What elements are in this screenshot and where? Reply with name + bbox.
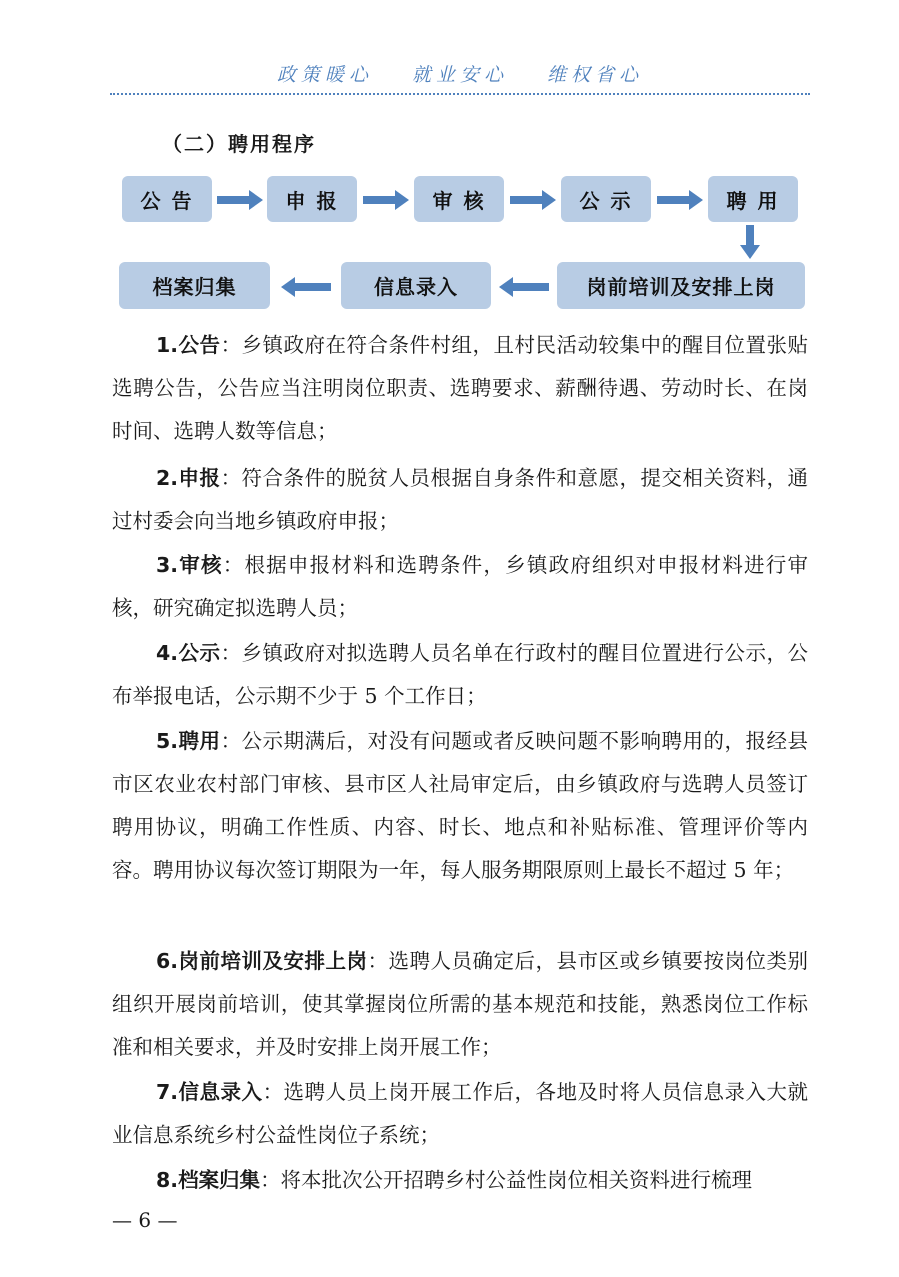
flow-step-apply: 申 报	[267, 176, 357, 222]
left-arrow-icon	[279, 276, 333, 298]
paragraph-3-lead: 审核	[178, 553, 223, 577]
right-arrow-icon	[655, 189, 705, 211]
header-slogan-1: 政策暖心	[276, 64, 373, 86]
paragraph-6-text: ：选聘人员确定后，县市区或乡镇要按岗位类别组织开展岗前培训，使其掌握岗位所需的基本规范和技能，熟悉岗位工作标准和相关要求，并及时安排上岗开展工作；	[112, 949, 809, 1059]
right-arrow-icon	[215, 189, 265, 211]
paragraph-1-number: 1.	[156, 333, 179, 357]
paragraph-2-text: ：符合条件的脱贫人员根据自身条件和意愿，提交相关资料，通过村委会向当地乡镇政府申报；	[112, 466, 809, 533]
right-arrow-icon	[508, 189, 558, 211]
paragraph-5-lead: 聘用	[178, 729, 221, 753]
header-divider	[110, 93, 810, 95]
flow-step-announce: 公 告	[122, 176, 212, 222]
paragraph-4-number: 4.	[156, 641, 179, 665]
paragraph-5	[112, 720, 808, 892]
paragraph-1-lead: 公告	[178, 333, 221, 357]
flow-step-archive: 档案归集	[119, 262, 270, 309]
paragraph-3	[112, 544, 808, 630]
paragraph-2-lead: 申报	[178, 466, 221, 490]
paragraph-1-text: ：乡镇政府在符合条件村组，且村民活动较集中的醒目位置张贴选聘公告，公告应当注明岗位职责、选聘要求、薪酬待遇、劳动时长、在岗时间、选聘人数等信息；	[112, 333, 809, 443]
paragraph-6-lead: 岗前培训及安排上岗	[178, 949, 368, 973]
paragraph-8	[112, 1159, 808, 1202]
left-arrow-icon	[497, 276, 551, 298]
paragraph-1	[112, 324, 808, 453]
paragraph-4-text: ：乡镇政府对拟选聘人员名单在行政村的醒目位置进行公示，公布举报电话，公示期不少于 5 个工作日；	[112, 641, 809, 708]
flow-step-info-entry: 信息录入	[341, 262, 491, 309]
flow-step-training: 岗前培训及安排上岗	[557, 262, 805, 309]
paragraph-3-text: ：根据申报材料和选聘条件，乡镇政府组织对申报材料进行审核，研究确定拟选聘人员；	[112, 553, 809, 620]
paragraph-8-text: ：将本批次公开招聘乡村公益性岗位相关资料进行梳理	[260, 1168, 753, 1192]
paragraph-3-number: 3.	[156, 553, 179, 577]
paragraph-7	[112, 1071, 808, 1157]
page-header	[110, 60, 810, 87]
page-number: — 6 —	[112, 1208, 178, 1232]
right-arrow-icon	[361, 189, 411, 211]
down-arrow-icon	[739, 224, 761, 260]
paragraph-2-number: 2.	[156, 466, 179, 490]
paragraph-8-number: 8.	[156, 1168, 179, 1192]
paragraph-2	[112, 457, 808, 543]
paragraph-5-number: 5.	[156, 729, 179, 753]
paragraph-8-lead: 档案归集	[178, 1168, 261, 1192]
flow-step-review: 审 核	[414, 176, 504, 222]
header-slogan-2: 就业安心	[411, 64, 508, 86]
paragraph-7-text: ：选聘人员上岗开展工作后，各地及时将人员信息录入大就业信息系统乡村公益性岗位子系统；	[112, 1080, 809, 1147]
paragraph-4	[112, 632, 808, 718]
paragraph-5-text: ：公示期满后，对没有问题或者反映问题不影响聘用的，报经县市区农业农村部门审核、县市区人社局审定后，由乡镇政府与选聘人员签订聘用协议，明确工作性质、内容、时长、地点和补贴标准、管理评价等内容。聘用协议每次签订期限为一年，每人服务期限原则上最长不超过 5 年；	[112, 729, 809, 882]
section-title: （二）聘用程序	[162, 132, 316, 156]
paragraph-7-number: 7.	[156, 1080, 179, 1104]
paragraph-6	[112, 940, 808, 1069]
paragraph-4-lead: 公示	[178, 641, 221, 665]
paragraph-7-lead: 信息录入	[178, 1080, 263, 1104]
header-slogan-3: 维权省心	[547, 64, 644, 86]
flow-step-hire: 聘 用	[708, 176, 798, 222]
paragraph-6-number: 6.	[156, 949, 179, 973]
flow-step-publicize: 公 示	[561, 176, 651, 222]
